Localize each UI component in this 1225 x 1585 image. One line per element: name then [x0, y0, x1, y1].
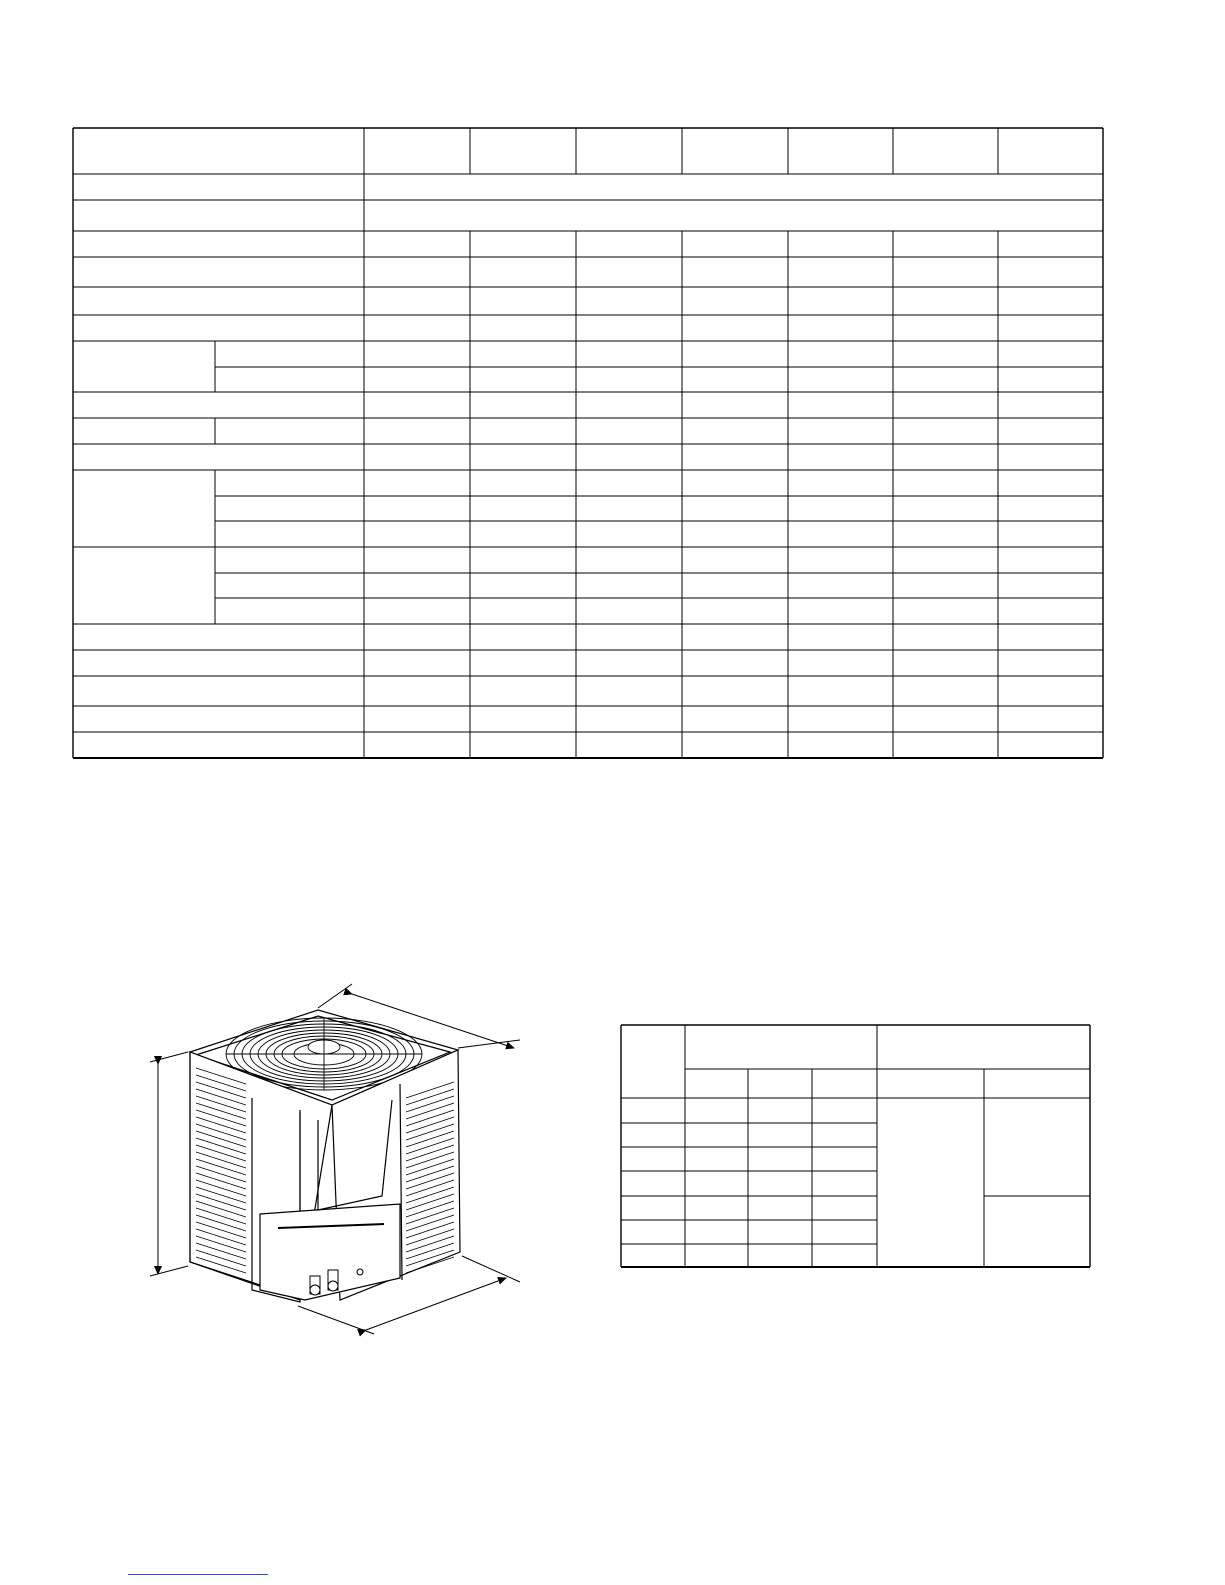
footer-link-underline[interactable] — [128, 1574, 268, 1575]
